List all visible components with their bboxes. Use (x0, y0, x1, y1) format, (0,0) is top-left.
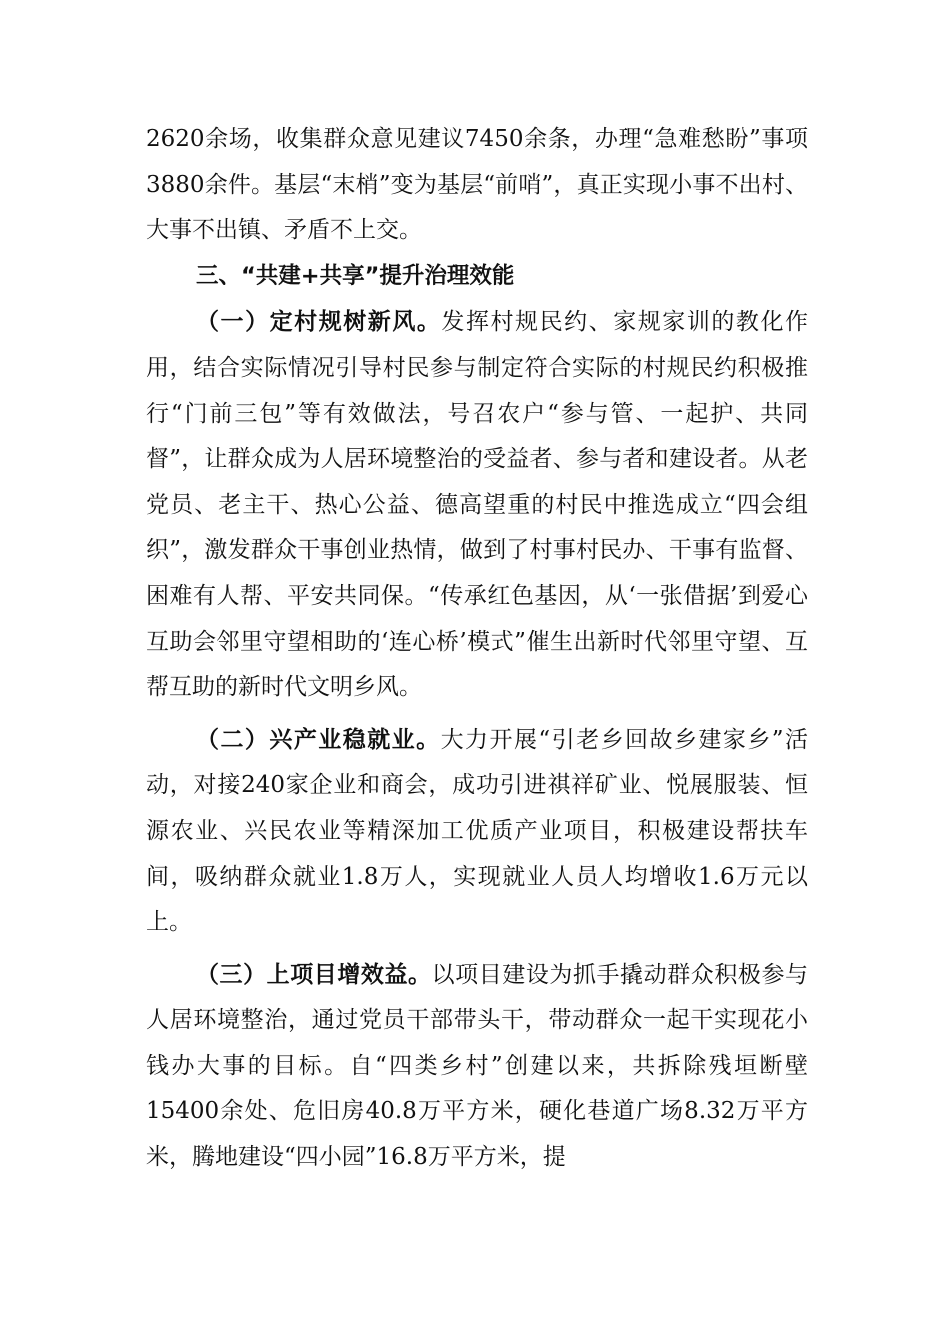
paragraph-text: 大力开展“引老乡回故乡建家乡”活动，对接240家企业和商会，成功引进祺祥矿业、悦展服装、恒源农业、兴民农业等精深加工优质产业项目，积极建设帮扶车间，吸纳群众就业1.8万人，实现就业人员人均增收1.6万元以上。 (146, 726, 808, 936)
subheading-industry: （二）兴产业稳就业。 (196, 725, 441, 753)
document-body (146, 117, 808, 1181)
paragraph-text: 发挥村规民约、家规家训的教化作用，结合实际情况引导村民参与制定符合实际的村规民约积极推行“门前三包”等有效做法，号召农户“参与管、一起护、共同督”，让群众成为人居环境整治的受益者、参与者和建设者。从老党员、老主干、热心公益、德高望重的村民中推选成立“四会组织”，激发群众干事创业热情，做到了村事村民办、干事有监督、困难有人帮、平安共同保。“传承红色基因，从‘一张借据’到爱心互助会邻里守望相助的‘连心桥’模式”催生出新时代邻里守望、互帮互助的新时代文明乡风。 (146, 309, 809, 701)
paragraph-industry (146, 717, 808, 946)
paragraph-text: 2620余场，收集群众意见建议7450余条，办理“急难愁盼”事项3880余件。基层“末梢”变为基层“前哨”，真正实现小事不出村、大事不出镇、矛盾不上交。 (146, 126, 808, 244)
paragraph-text: 以项目建设为抓手撬动群众积极参与人居环境整治，通过党员干部带头干，带动群众一起干实现花小钱办大事的目标。自“四类乡村”创建以来，共拆除残垣断壁15400余处、危旧房40.8万平方米，硬化巷道广场8.32万平方米，腾地建设“四小园”16.8万平方米，提 (146, 961, 809, 1171)
paragraph-continuation (146, 117, 808, 254)
paragraph-village-rules (146, 299, 808, 710)
section-heading: 三、“共建+共享”提升治理效能 (196, 262, 515, 289)
subheading-village-rules: （一）定村规树新风。 (196, 308, 442, 336)
subheading-projects: （三）上项目增效益。 (196, 960, 432, 988)
paragraph-projects (146, 952, 808, 1181)
